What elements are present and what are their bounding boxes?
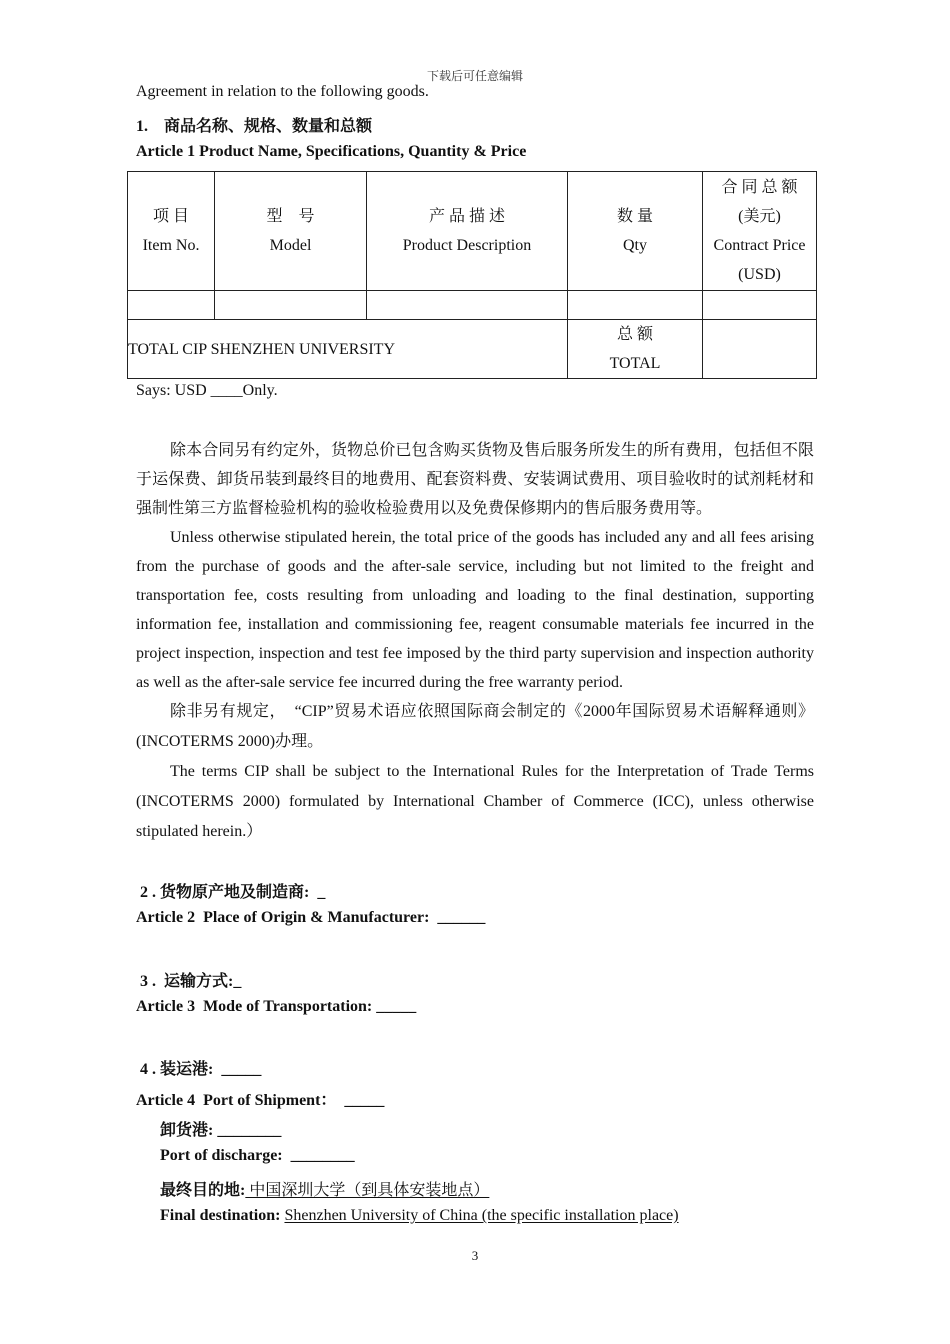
paragraph-cn-2: 除非另有规定， “CIP”贸易术语应依照国际商会制定的《2000年国际贸易术语解释通则》(INCOTERMS 2000)办理。	[136, 703, 814, 750]
article4-en: Article 4 Port of Shipment： _____	[136, 1092, 385, 1109]
total-header	[568, 320, 703, 379]
header-en: Qty	[623, 237, 647, 254]
destination-en	[160, 1207, 679, 1225]
says-line: Says: USD ____Only.	[136, 382, 278, 399]
article4-cn: 4 . 装运港: _____	[136, 1061, 262, 1078]
cell-empty	[128, 291, 215, 320]
cell-empty	[703, 291, 817, 320]
cell-empty	[367, 291, 568, 320]
goods-table	[127, 171, 817, 379]
table-header-row	[128, 172, 817, 291]
article3-en: Article 3 Mode of Transportation: _____	[136, 998, 417, 1015]
discharge-cn: 卸货港: ________	[160, 1122, 282, 1139]
header-description	[367, 172, 568, 291]
header-item-no	[128, 172, 215, 291]
destination-cn	[160, 1177, 489, 1200]
paragraph-en-1: Unless otherwise stipulated herein, the total price of the goods has included any and all fees arising from the purchase of goods and the after-sale service, including but not limited to the freight and transportation fee, costs resulting from unloading and loading to the final destination, supporting information fee, installation and commissioning fee, reagent consumable materials fee incurred in the project inspection, inspection and test fee imposed by the third party supervision and inspection authority as well as the after-sale service fee incurred during the free warranty period.	[136, 529, 814, 691]
header-cn: 项 目	[152, 208, 189, 225]
header-contract-price	[703, 172, 817, 291]
header-model	[215, 172, 367, 291]
cell-empty	[215, 291, 367, 320]
total-label: TOTAL CIP SHENZHEN UNIVERSITY	[128, 320, 568, 379]
article2-en: Article 2 Place of Origin & Manufacturer: ______	[136, 909, 486, 926]
header-cn: 数 量	[616, 208, 653, 225]
header-en2: (USD)	[738, 266, 781, 283]
destination-cn-label: 最终目的地:	[160, 1182, 246, 1199]
total-cn: 总 额	[616, 326, 653, 343]
total-en: TOTAL	[609, 355, 661, 372]
article2-cn: 2 . 货物原产地及制造商: _	[136, 884, 326, 901]
destination-en-value: Shenzhen University of China (the specific installation place)	[284, 1207, 679, 1224]
destination-en-label: Final destination:	[160, 1207, 281, 1224]
destination-cn-value: 中国深圳大学（到具体安装地点）	[245, 1182, 490, 1199]
price-terms-section	[136, 436, 814, 847]
discharge-en: Port of discharge: ________	[160, 1147, 355, 1164]
header-cn: 型 号	[266, 208, 315, 225]
paragraph-cn-1: 除本合同另有约定外，货物总价已包含购买货物及售后服务所发生的所有费用，包括但不限于运保费、卸货吊装到最终目的地费用、配套资料费、安装调试费用、项目验收时的试剂耗材和强制性第三方监督检验机构的验收检验费用以及免费保修期内的售后服务费用等。	[136, 442, 814, 517]
cell-empty	[568, 291, 703, 320]
header-en: Item No.	[142, 237, 200, 254]
header-en: Contract Price	[713, 237, 806, 254]
table-row	[128, 291, 817, 320]
article1-heading-en: Article 1 Product Name, Specifications, Quantity & Price	[136, 143, 527, 160]
header-qty	[568, 172, 703, 291]
article3-cn: 3 . 运输方式:_	[136, 973, 242, 990]
page-number: 3	[471, 1248, 479, 1263]
intro-text: Agreement in relation to the following goods.	[136, 83, 429, 100]
header-cn: 产 品 描 述	[428, 208, 505, 225]
header-en: Product Description	[402, 237, 532, 254]
header-cn: 合 同 总 额	[721, 179, 798, 196]
total-row	[128, 320, 817, 379]
header-en: Model	[269, 237, 312, 254]
header-note: 下载后可任意编辑	[426, 69, 523, 83]
header-cn2: (美元)	[738, 208, 781, 225]
article1-heading-cn: 1. 商品名称、规格、数量和总额	[136, 118, 373, 135]
paragraph-en-2: The terms CIP shall be subject to the International Rules for the Interpretation of Trade Terms (INCOTERMS 2000) formulated by International Chamber of Commerce (ICC), unless otherwise stipulated herein.）	[136, 763, 814, 840]
total-value	[703, 320, 817, 379]
